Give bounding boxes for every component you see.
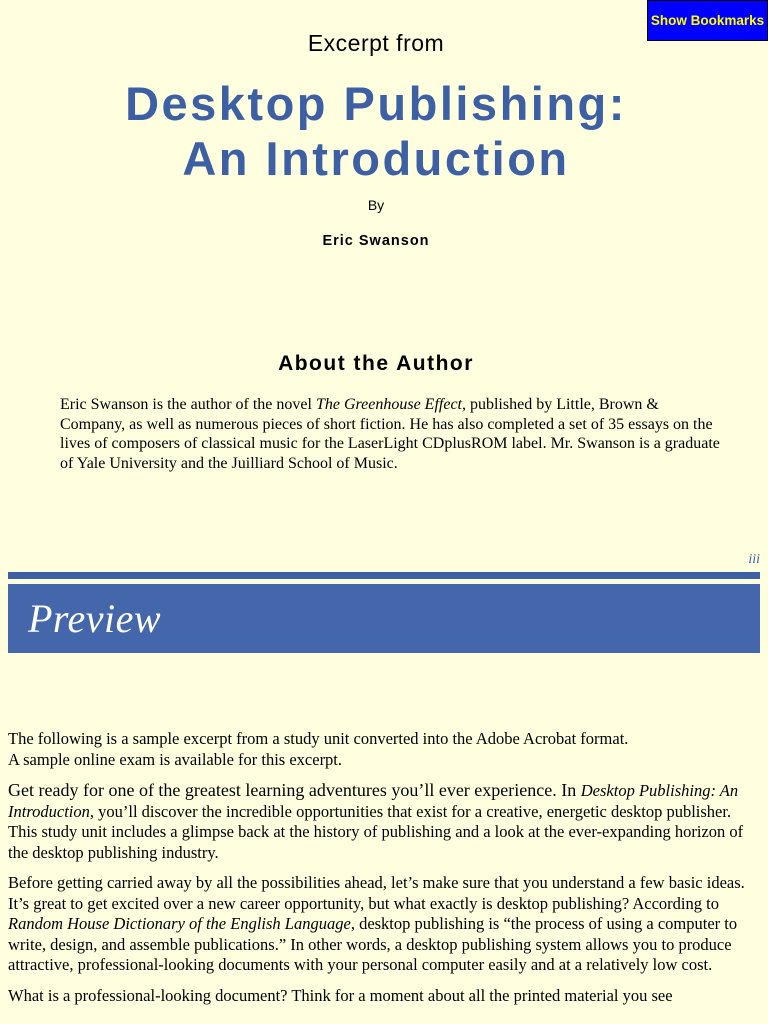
about-text-part-2: , published by Little, Brown & Company, as well as numerous pieces of short fiction. He has also completed a set of 35 essays on the lives of composers of classical music for the LaserLight CDplusROM label. Mr. Swanson is a graduate of Yale University and the Juilliard School of Music. xyxy=(60,396,720,472)
book-title-line-1: Desktop Publishing: xyxy=(125,77,627,130)
paragraph-get-ready-rest: you’ll discover the incredible opportunities that exist for a creative, energetic desktop publisher. This study unit includes a glimpse back at the history of publishing and a look at the ever-expanding horizon of the desktop publishing industry. xyxy=(8,801,744,862)
about-author-text xyxy=(60,395,720,473)
author-name: Eric Swanson xyxy=(322,233,430,249)
book-title-line-2: An Introduction xyxy=(182,132,570,185)
about-author-heading: About the Author xyxy=(278,352,474,375)
preview-banner xyxy=(8,584,760,653)
preview-body xyxy=(8,729,760,1016)
paragraph-basic-ideas-start: Before getting carried away by all the possibilities ahead, let’s make sure that you understand a few basic ideas. It’s great to get excited over a new career opportunity, but what exactly is desktop publishing? According to xyxy=(8,873,745,913)
intro-line-2: A sample online exam is available for this excerpt. xyxy=(8,749,343,769)
intro-line-1: The following is a sample excerpt from a study unit converted into the Adobe Acrobat format. xyxy=(8,729,629,748)
paragraph-basic-ideas xyxy=(8,873,760,976)
book-title xyxy=(0,76,752,186)
dictionary-reference: Random House Dictionary of the English Language xyxy=(8,914,351,933)
preview-title: Preview xyxy=(28,596,162,641)
by-label: By xyxy=(367,197,385,213)
paragraph-lead: Get ready for one of the greatest learning adventures you’ll ever experience. In xyxy=(8,780,581,800)
about-text-part-1: Eric Swanson is the author of the novel xyxy=(60,396,316,413)
paragraph-professional-document: What is a professional-looking document? Think for a moment about all the printed material you see xyxy=(8,985,673,1005)
page-number: iii xyxy=(748,552,760,567)
section-divider-rule xyxy=(8,572,760,579)
unit-title-reference: Desktop Publishing: An Introduction, xyxy=(8,781,739,821)
show-bookmarks-button[interactable]: Show Bookmarks xyxy=(647,0,768,41)
paragraph-get-ready xyxy=(8,780,760,863)
paragraph-basic-ideas-rest: , desktop publishing is “the process of using a computer to write, design, and assemble publications.” In other words, a desktop publishing system allows you to produce attractive, professional-looking documents with your personal computer easily and at a relatively low cost. xyxy=(8,914,738,974)
book-title-greenhouse-effect: The Greenhouse Effect xyxy=(315,396,462,413)
excerpt-label: Excerpt from xyxy=(307,30,445,56)
intro-paragraph xyxy=(8,729,760,770)
